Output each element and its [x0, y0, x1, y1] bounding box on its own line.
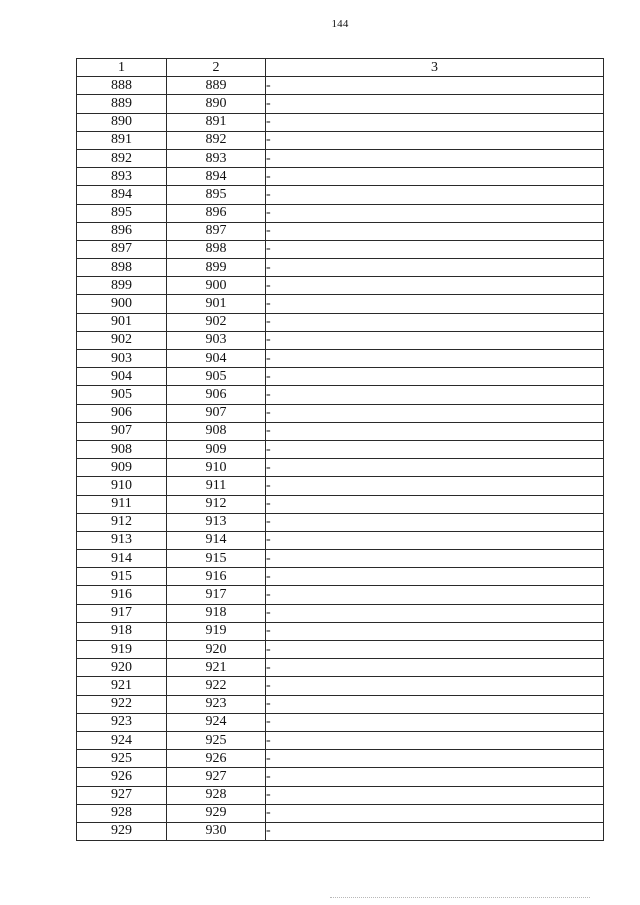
table-cell-col-3: - — [266, 186, 604, 204]
table-cell-col-3: - — [266, 440, 604, 458]
table-row — [77, 168, 604, 186]
table-row — [77, 604, 604, 622]
table-cell-col-2: 907 — [167, 404, 266, 422]
table-cell-col-3: - — [266, 386, 604, 404]
table-header — [77, 59, 604, 77]
table-row — [77, 277, 604, 295]
table-cell-col-1: 928 — [77, 804, 167, 822]
table-cell-col-2: 910 — [167, 459, 266, 477]
table-cell-col-1: 894 — [77, 186, 167, 204]
table-cell-col-2: 921 — [167, 659, 266, 677]
table-cell-col-2: 904 — [167, 350, 266, 368]
table-cell-col-2: 897 — [167, 222, 266, 240]
table-cell-col-3: - — [266, 731, 604, 749]
table-cell-col-3: - — [266, 713, 604, 731]
table-cell-col-3: - — [266, 459, 604, 477]
table-cell-col-3: - — [266, 768, 604, 786]
table-cell-col-1: 908 — [77, 440, 167, 458]
table-row — [77, 550, 604, 568]
table-cell-col-3: - — [266, 786, 604, 804]
table-row — [77, 131, 604, 149]
table-row — [77, 404, 604, 422]
table-cell-col-1: 901 — [77, 313, 167, 331]
table-cell-col-2: 903 — [167, 331, 266, 349]
column-header-2: 2 — [167, 59, 266, 77]
table-row — [77, 531, 604, 549]
table-row — [77, 222, 604, 240]
table-cell-col-2: 896 — [167, 204, 266, 222]
table-cell-col-2: 889 — [167, 77, 266, 95]
table-cell-col-1: 898 — [77, 259, 167, 277]
table-cell-col-3: - — [266, 804, 604, 822]
table-row — [77, 459, 604, 477]
table-cell-col-3: - — [266, 477, 604, 495]
table-cell-col-3: - — [266, 331, 604, 349]
table-cell-col-3: - — [266, 641, 604, 659]
table-cell-col-3: - — [266, 513, 604, 531]
table-row — [77, 440, 604, 458]
table-cell-col-1: 927 — [77, 786, 167, 804]
table-cell-col-2: 922 — [167, 677, 266, 695]
table-cell-col-3: - — [266, 622, 604, 640]
table-cell-col-2: 918 — [167, 604, 266, 622]
table-cell-col-1: 897 — [77, 240, 167, 258]
table-cell-col-1: 905 — [77, 386, 167, 404]
table-cell-col-2: 930 — [167, 822, 266, 840]
table-cell-col-2: 911 — [167, 477, 266, 495]
table-cell-col-2: 914 — [167, 531, 266, 549]
table-cell-col-3: - — [266, 350, 604, 368]
table-cell-col-1: 920 — [77, 659, 167, 677]
table-row — [77, 95, 604, 113]
table-cell-col-1: 913 — [77, 531, 167, 549]
table-cell-col-1: 912 — [77, 513, 167, 531]
table-row — [77, 659, 604, 677]
table-cell-col-2: 912 — [167, 495, 266, 513]
table-row — [77, 422, 604, 440]
table-cell-col-2: 913 — [167, 513, 266, 531]
table-cell-col-2: 890 — [167, 95, 266, 113]
table-cell-col-3: - — [266, 531, 604, 549]
table-cell-col-1: 921 — [77, 677, 167, 695]
table-cell-col-2: 929 — [167, 804, 266, 822]
table-cell-col-2: 902 — [167, 313, 266, 331]
table-cell-col-1: 902 — [77, 331, 167, 349]
page-number: 144 — [331, 18, 349, 30]
table-cell-col-3: - — [266, 295, 604, 313]
table-cell-col-2: 891 — [167, 113, 266, 131]
table-row — [77, 804, 604, 822]
table-cell-col-3: - — [266, 77, 604, 95]
table-cell-col-2: 908 — [167, 422, 266, 440]
table-cell-col-2: 919 — [167, 622, 266, 640]
table-cell-col-1: 914 — [77, 550, 167, 568]
table-cell-col-1: 889 — [77, 95, 167, 113]
table-cell-col-2: 905 — [167, 368, 266, 386]
table-cell-col-2: 926 — [167, 750, 266, 768]
table-row — [77, 295, 604, 313]
table-cell-col-1: 906 — [77, 404, 167, 422]
table-cell-col-1: 904 — [77, 368, 167, 386]
table-row — [77, 713, 604, 731]
table-cell-col-2: 920 — [167, 641, 266, 659]
table-row — [77, 641, 604, 659]
table-cell-col-2: 899 — [167, 259, 266, 277]
table-cell-col-2: 925 — [167, 731, 266, 749]
table-cell-col-2: 901 — [167, 295, 266, 313]
header-row — [77, 59, 604, 77]
table-cell-col-1: 895 — [77, 204, 167, 222]
table-row — [77, 204, 604, 222]
table-cell-col-3: - — [266, 750, 604, 768]
table-cell-col-2: 895 — [167, 186, 266, 204]
table-cell-col-1: 911 — [77, 495, 167, 513]
table-cell-col-2: 906 — [167, 386, 266, 404]
table-cell-col-3: - — [266, 95, 604, 113]
table-cell-col-2: 892 — [167, 131, 266, 149]
table-cell-col-3: - — [266, 259, 604, 277]
table-row — [77, 386, 604, 404]
table-row — [77, 368, 604, 386]
table-cell-col-3: - — [266, 604, 604, 622]
table-cell-col-1: 926 — [77, 768, 167, 786]
table-row — [77, 677, 604, 695]
table-row — [77, 495, 604, 513]
table-row — [77, 186, 604, 204]
table-cell-col-3: - — [266, 495, 604, 513]
table-body — [77, 77, 604, 841]
table-row — [77, 768, 604, 786]
table-cell-col-3: - — [266, 404, 604, 422]
table-cell-col-2: 893 — [167, 149, 266, 167]
table-cell-col-2: 927 — [167, 768, 266, 786]
table-cell-col-1: 929 — [77, 822, 167, 840]
table-cell-col-2: 928 — [167, 786, 266, 804]
table-cell-col-2: 916 — [167, 568, 266, 586]
table-cell-col-1: 891 — [77, 131, 167, 149]
table-cell-col-3: - — [266, 240, 604, 258]
table-cell-col-1: 922 — [77, 695, 167, 713]
table-row — [77, 568, 604, 586]
table-cell-col-1: 918 — [77, 622, 167, 640]
table-cell-col-1: 896 — [77, 222, 167, 240]
table-cell-col-3: - — [266, 113, 604, 131]
table-cell-col-2: 917 — [167, 586, 266, 604]
table-cell-col-1: 925 — [77, 750, 167, 768]
table-cell-col-3: - — [266, 659, 604, 677]
table-cell-col-3: - — [266, 368, 604, 386]
table-row — [77, 586, 604, 604]
table-row — [77, 822, 604, 840]
table-row — [77, 313, 604, 331]
table-row — [77, 240, 604, 258]
table-cell-col-3: - — [266, 422, 604, 440]
table-cell-col-1: 903 — [77, 350, 167, 368]
table-cell-col-1: 923 — [77, 713, 167, 731]
table-cell-col-1: 917 — [77, 604, 167, 622]
table-row — [77, 477, 604, 495]
table-row — [77, 731, 604, 749]
table-cell-col-1: 915 — [77, 568, 167, 586]
table-cell-col-3: - — [266, 277, 604, 295]
scan-artifact-line — [330, 897, 590, 900]
table-cell-col-3: - — [266, 222, 604, 240]
column-header-3: 3 — [266, 59, 604, 77]
table-cell-col-1: 909 — [77, 459, 167, 477]
table-cell-col-3: - — [266, 550, 604, 568]
table-cell-col-1: 907 — [77, 422, 167, 440]
table-cell-col-1: 924 — [77, 731, 167, 749]
table-row — [77, 622, 604, 640]
table-cell-col-3: - — [266, 586, 604, 604]
table-cell-col-3: - — [266, 168, 604, 186]
table-cell-col-3: - — [266, 568, 604, 586]
table-row — [77, 331, 604, 349]
table-cell-col-1: 899 — [77, 277, 167, 295]
table-cell-col-1: 900 — [77, 295, 167, 313]
table-cell-col-1: 893 — [77, 168, 167, 186]
table-cell-col-3: - — [266, 677, 604, 695]
table-row — [77, 149, 604, 167]
table-row — [77, 786, 604, 804]
table-cell-col-2: 924 — [167, 713, 266, 731]
table-cell-col-2: 915 — [167, 550, 266, 568]
column-header-1: 1 — [77, 59, 167, 77]
table-cell-col-3: - — [266, 131, 604, 149]
table-cell-col-2: 923 — [167, 695, 266, 713]
table-cell-col-1: 890 — [77, 113, 167, 131]
table-row — [77, 113, 604, 131]
table-cell-col-1: 919 — [77, 641, 167, 659]
table-cell-col-1: 916 — [77, 586, 167, 604]
table-cell-col-2: 894 — [167, 168, 266, 186]
table-cell-col-3: - — [266, 313, 604, 331]
table-row — [77, 513, 604, 531]
table-row — [77, 695, 604, 713]
table-cell-col-3: - — [266, 695, 604, 713]
table-row — [77, 259, 604, 277]
table-cell-col-2: 898 — [167, 240, 266, 258]
table-cell-col-3: - — [266, 204, 604, 222]
table-cell-col-3: - — [266, 822, 604, 840]
table-cell-col-1: 892 — [77, 149, 167, 167]
table-cell-col-1: 888 — [77, 77, 167, 95]
table-cell-col-1: 910 — [77, 477, 167, 495]
table-cell-col-3: - — [266, 149, 604, 167]
table-row — [77, 350, 604, 368]
table-cell-col-2: 909 — [167, 440, 266, 458]
table-cell-col-2: 900 — [167, 277, 266, 295]
data-table — [76, 58, 604, 841]
table-row — [77, 750, 604, 768]
table-row — [77, 77, 604, 95]
